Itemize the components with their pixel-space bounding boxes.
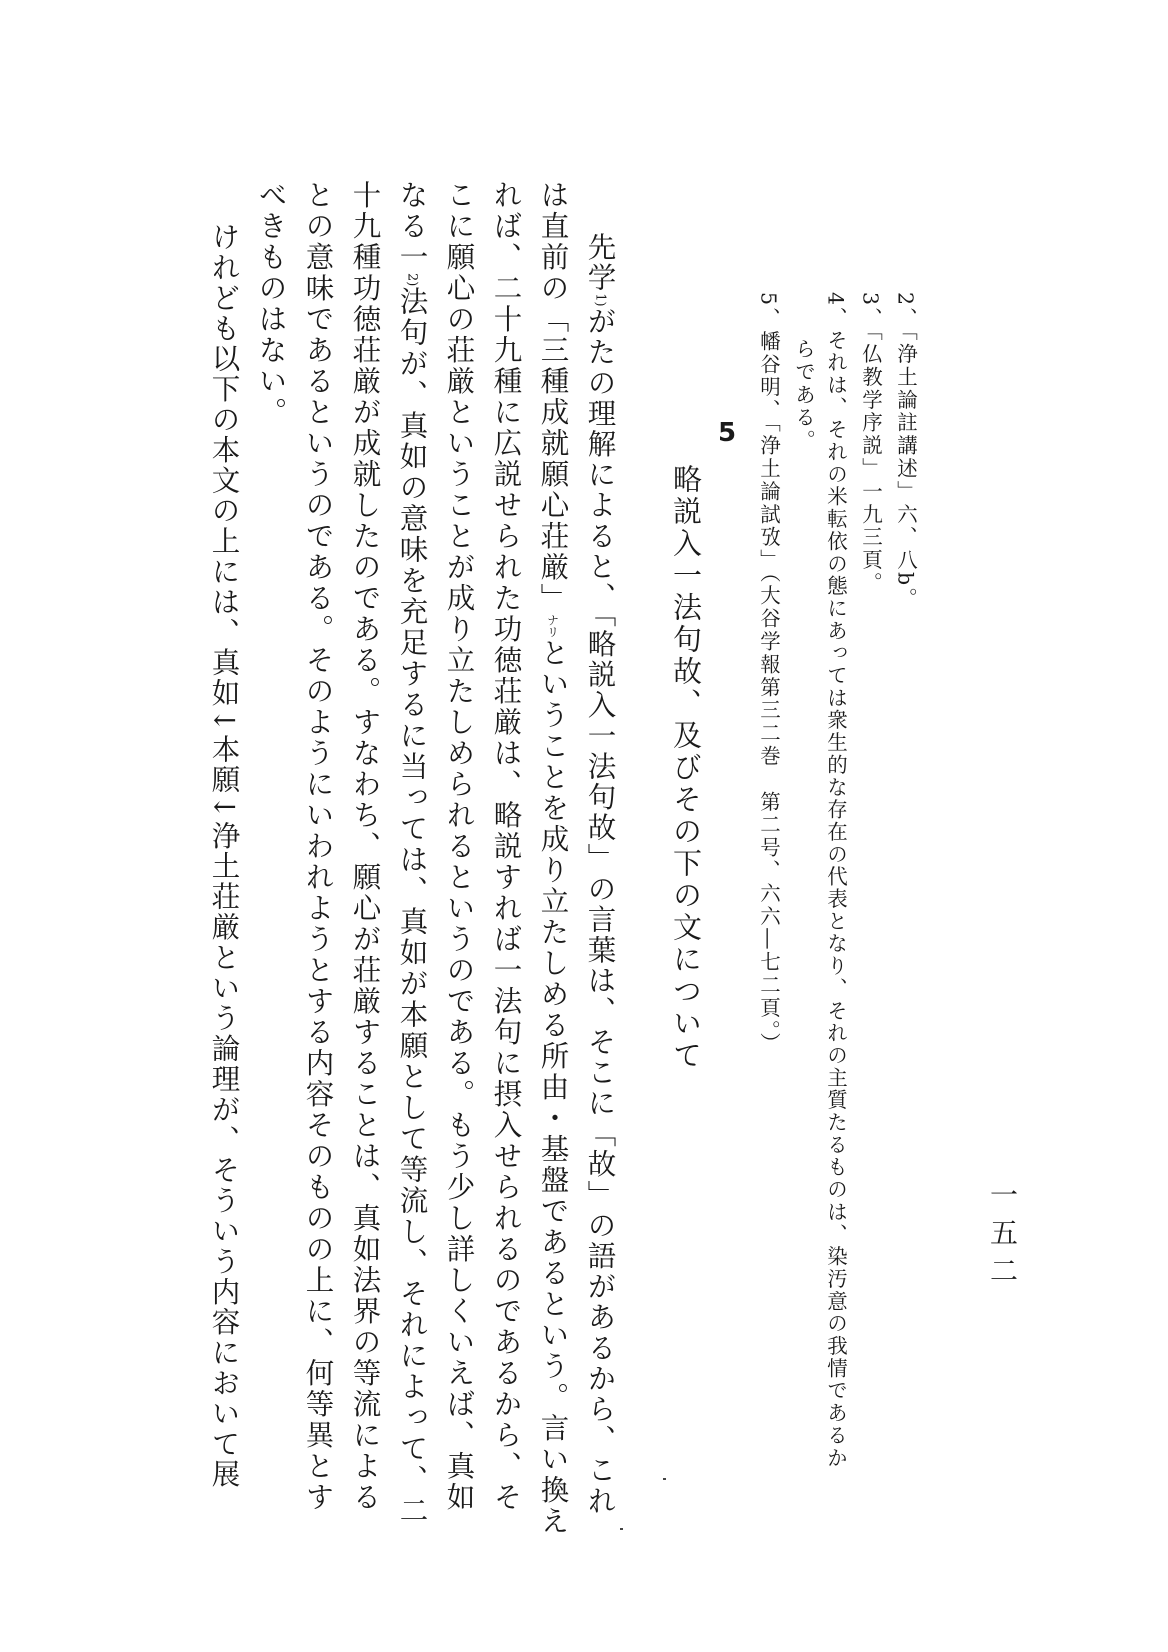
body-text-segment: ということを成り立たしめる所由・基盤であるという。言い換え [536,638,570,1537]
body-line: 十九種功徳荘厳が成就したのである。すなわち、願心が荘厳することは、真如法界の等流による [348,180,382,1513]
body-line: こに願心の荘厳ということが成り立たしめられるというのである。もう少し詳しくいえば、真如 [442,180,476,1513]
footnote-label: 4、 [823,292,848,330]
footnote-4-continued [793,338,814,453]
footnote-text: 幡谷明、「浄土論試攷」（大谷学報第三二巻 第二号、六六―七二頁。） [756,330,781,1056]
body-text-segment: 先学 [583,232,617,294]
footnote-5 [758,292,779,1055]
body-line [583,232,617,1517]
body-line [395,180,429,1527]
footnote-3 [860,292,881,595]
page-number: 一五二 [986,1180,1019,1294]
footnote-4 [825,292,846,1469]
body-text-segment: なる一 [395,180,429,273]
footnote-text: それは、それの米転依の態にあっては衆生的な存在の代表となり、それの主質たるものは、染汚意の我情であるか [823,329,848,1470]
section-number: 5 [717,418,737,448]
body-text-segment: は直前の「三種成就願心荘厳」 [536,180,570,614]
body-line: れば、二十九種に広説せられた功徳荘厳は、略説すれば一法句に摂入せられるのであるから、そ [489,180,523,1513]
footnote-label: 3、 [858,292,883,331]
body-text-segment: がたの理解によると、「略説入一法句故」の言葉は、そこに「故」の語があるから、これ [583,306,617,1517]
footnote-label: 5、 [756,292,781,331]
footnote-2 [895,292,916,610]
note-ref-2: 2) [404,273,420,287]
body-text-segment: 法句が、真如の意味を充足するに当っては、真如が本願として等流し、それによって、二 [395,286,429,1527]
section-title: 略説入一法句故、及びその下の文について [669,464,703,1072]
body-line: との意味であるというのである。そのようにいわれようとする内容そのものの上に、何等異とす [301,180,335,1513]
note-ref-1: 1) [592,293,608,307]
ruby-annotation: ナリ [545,614,560,638]
body-line: べきものはない。 [254,180,288,428]
body-line: けれども以下の本文の上には、真如↓本願↓浄土荘厳という論理が、そういう内容において展 [207,222,241,1490]
footnote-text: 「仏教学序説」一九三頁。 [858,330,883,595]
body-line [536,180,570,1537]
footnote-text: 「浄土論註講述」六、八b。 [893,330,918,611]
footnote-label: 2、 [893,292,918,331]
scan-speck [663,1478,666,1480]
scan-speck [620,1528,623,1530]
footnote-text: らである。 [791,338,816,453]
